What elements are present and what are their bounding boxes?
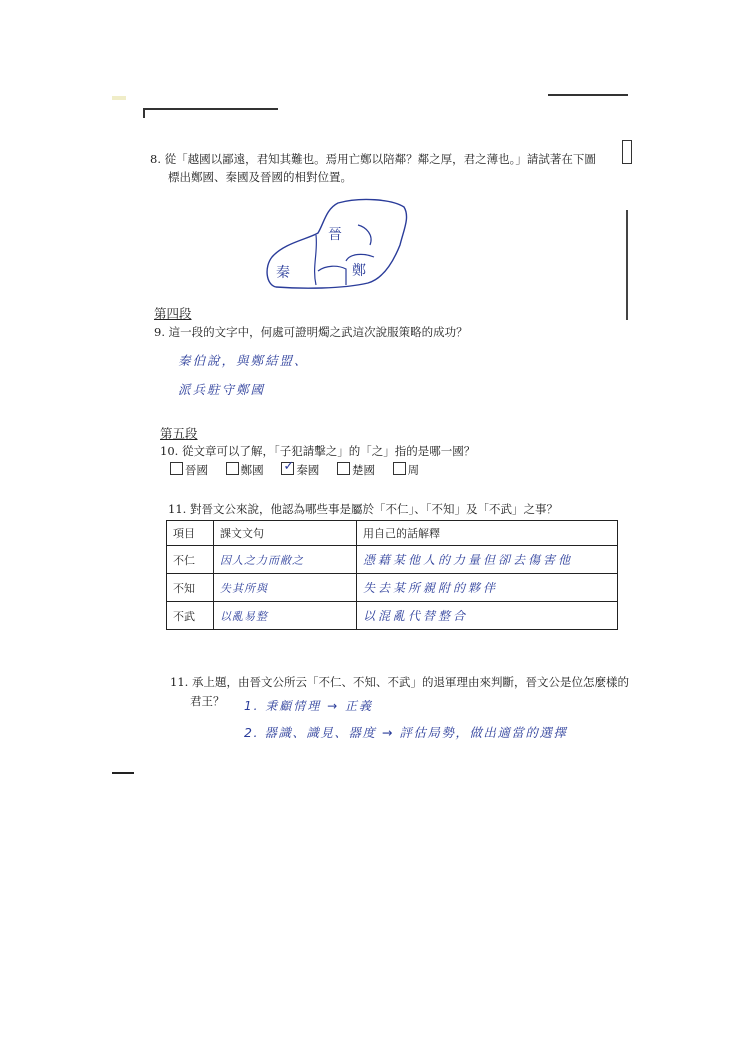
header-item: 項目 (167, 521, 214, 546)
scan-mark-bottom-left (112, 772, 134, 774)
section4-title: 第四段 (154, 306, 192, 321)
option-chu[interactable]: 楚國 (337, 463, 375, 477)
row-label: 不武 (167, 602, 214, 630)
row-quote: 以亂易整 (214, 602, 357, 630)
scan-line-top (143, 108, 278, 110)
q11-text: 11. 對晉文公來說，他認為哪些事是屬於「不仁」、「不知」及「不武」之事？ (168, 502, 558, 516)
checkbox-jin[interactable] (170, 462, 183, 475)
row-quote: 因人之力而敝之 (214, 546, 357, 574)
q8-text-line2: 標出鄭國、秦國及晉國的相對位置。 (168, 170, 352, 184)
checkbox-chu[interactable] (337, 462, 350, 475)
table-row (167, 546, 618, 574)
scan-edge-right (622, 140, 632, 164)
q8-map-drawing (262, 195, 412, 295)
scan-line-top-right (548, 94, 628, 96)
map-label-zheng: 鄭 (352, 263, 366, 279)
table-row (167, 574, 618, 602)
checkbox-qin-checked[interactable] (281, 459, 295, 475)
table-row (167, 602, 618, 630)
checkbox-zhou[interactable] (393, 462, 406, 475)
q9-text: 9. 這一段的文字中，何處可證明燭之武這次說服策略的成功？ (154, 325, 468, 339)
scan-line-top-tick (143, 108, 145, 118)
option-zheng[interactable]: 鄭國 (226, 463, 264, 477)
row-explanation: 憑藉某他人的力量但卻去傷害他 (357, 546, 618, 574)
header-explanation: 用自己的話解釋 (357, 521, 618, 546)
row-explanation: 以混亂代替整合 (357, 602, 618, 630)
q11b-text-line1: 11. 承上題，由晉文公所云「不仁、不知、不武」的退軍理由來判斷，晉文公是位怎麼樣的 (170, 675, 629, 689)
row-quote: 失其所與 (214, 574, 357, 602)
q10-text: 10. 從文章可以了解，「子犯請擊之」的「之」指的是哪一國？ (160, 444, 476, 458)
q11b-answer-line1: 1. 秉顧情理 → 正義 (244, 699, 373, 713)
row-label: 不知 (167, 574, 214, 602)
section5-title: 第五段 (160, 426, 198, 441)
q11b-text-line2: 君王？ (190, 694, 225, 708)
checkbox-zheng[interactable] (226, 462, 239, 475)
header-text-quote: 課文文句 (214, 521, 357, 546)
row-explanation: 失去某所親附的夥伴 (357, 574, 618, 602)
table-header-row (167, 521, 618, 546)
option-qin[interactable]: ✓ 秦國 (283, 459, 320, 477)
scan-edge-top-left (112, 96, 126, 100)
q11-table (166, 520, 618, 630)
q8-text-line1: 8. 從「越國以鄙遠，君知其難也。焉用亡鄭以陪鄰？鄰之厚，君之薄也。」請試著在下圖 (150, 152, 596, 166)
row-label: 不仁 (167, 546, 214, 574)
q11b-answer-line2: 2. 器識、識見、器度 → 評估局勢，做出適當的選擇 (244, 725, 568, 740)
q10-options (170, 461, 433, 479)
scan-edge-right-bar (626, 210, 628, 320)
option-zhou[interactable]: 周 (393, 463, 420, 477)
option-jin[interactable]: 晉國 (170, 463, 208, 477)
q9-answer-line1: 秦伯說，與鄭結盟、 (178, 353, 309, 368)
map-label-qin: 秦 (276, 265, 290, 281)
check-mark-icon: ✓ (283, 459, 295, 474)
q9-answer-line2: 派兵駐守鄭國 (178, 382, 266, 397)
map-label-jin: 晉 (328, 227, 342, 243)
